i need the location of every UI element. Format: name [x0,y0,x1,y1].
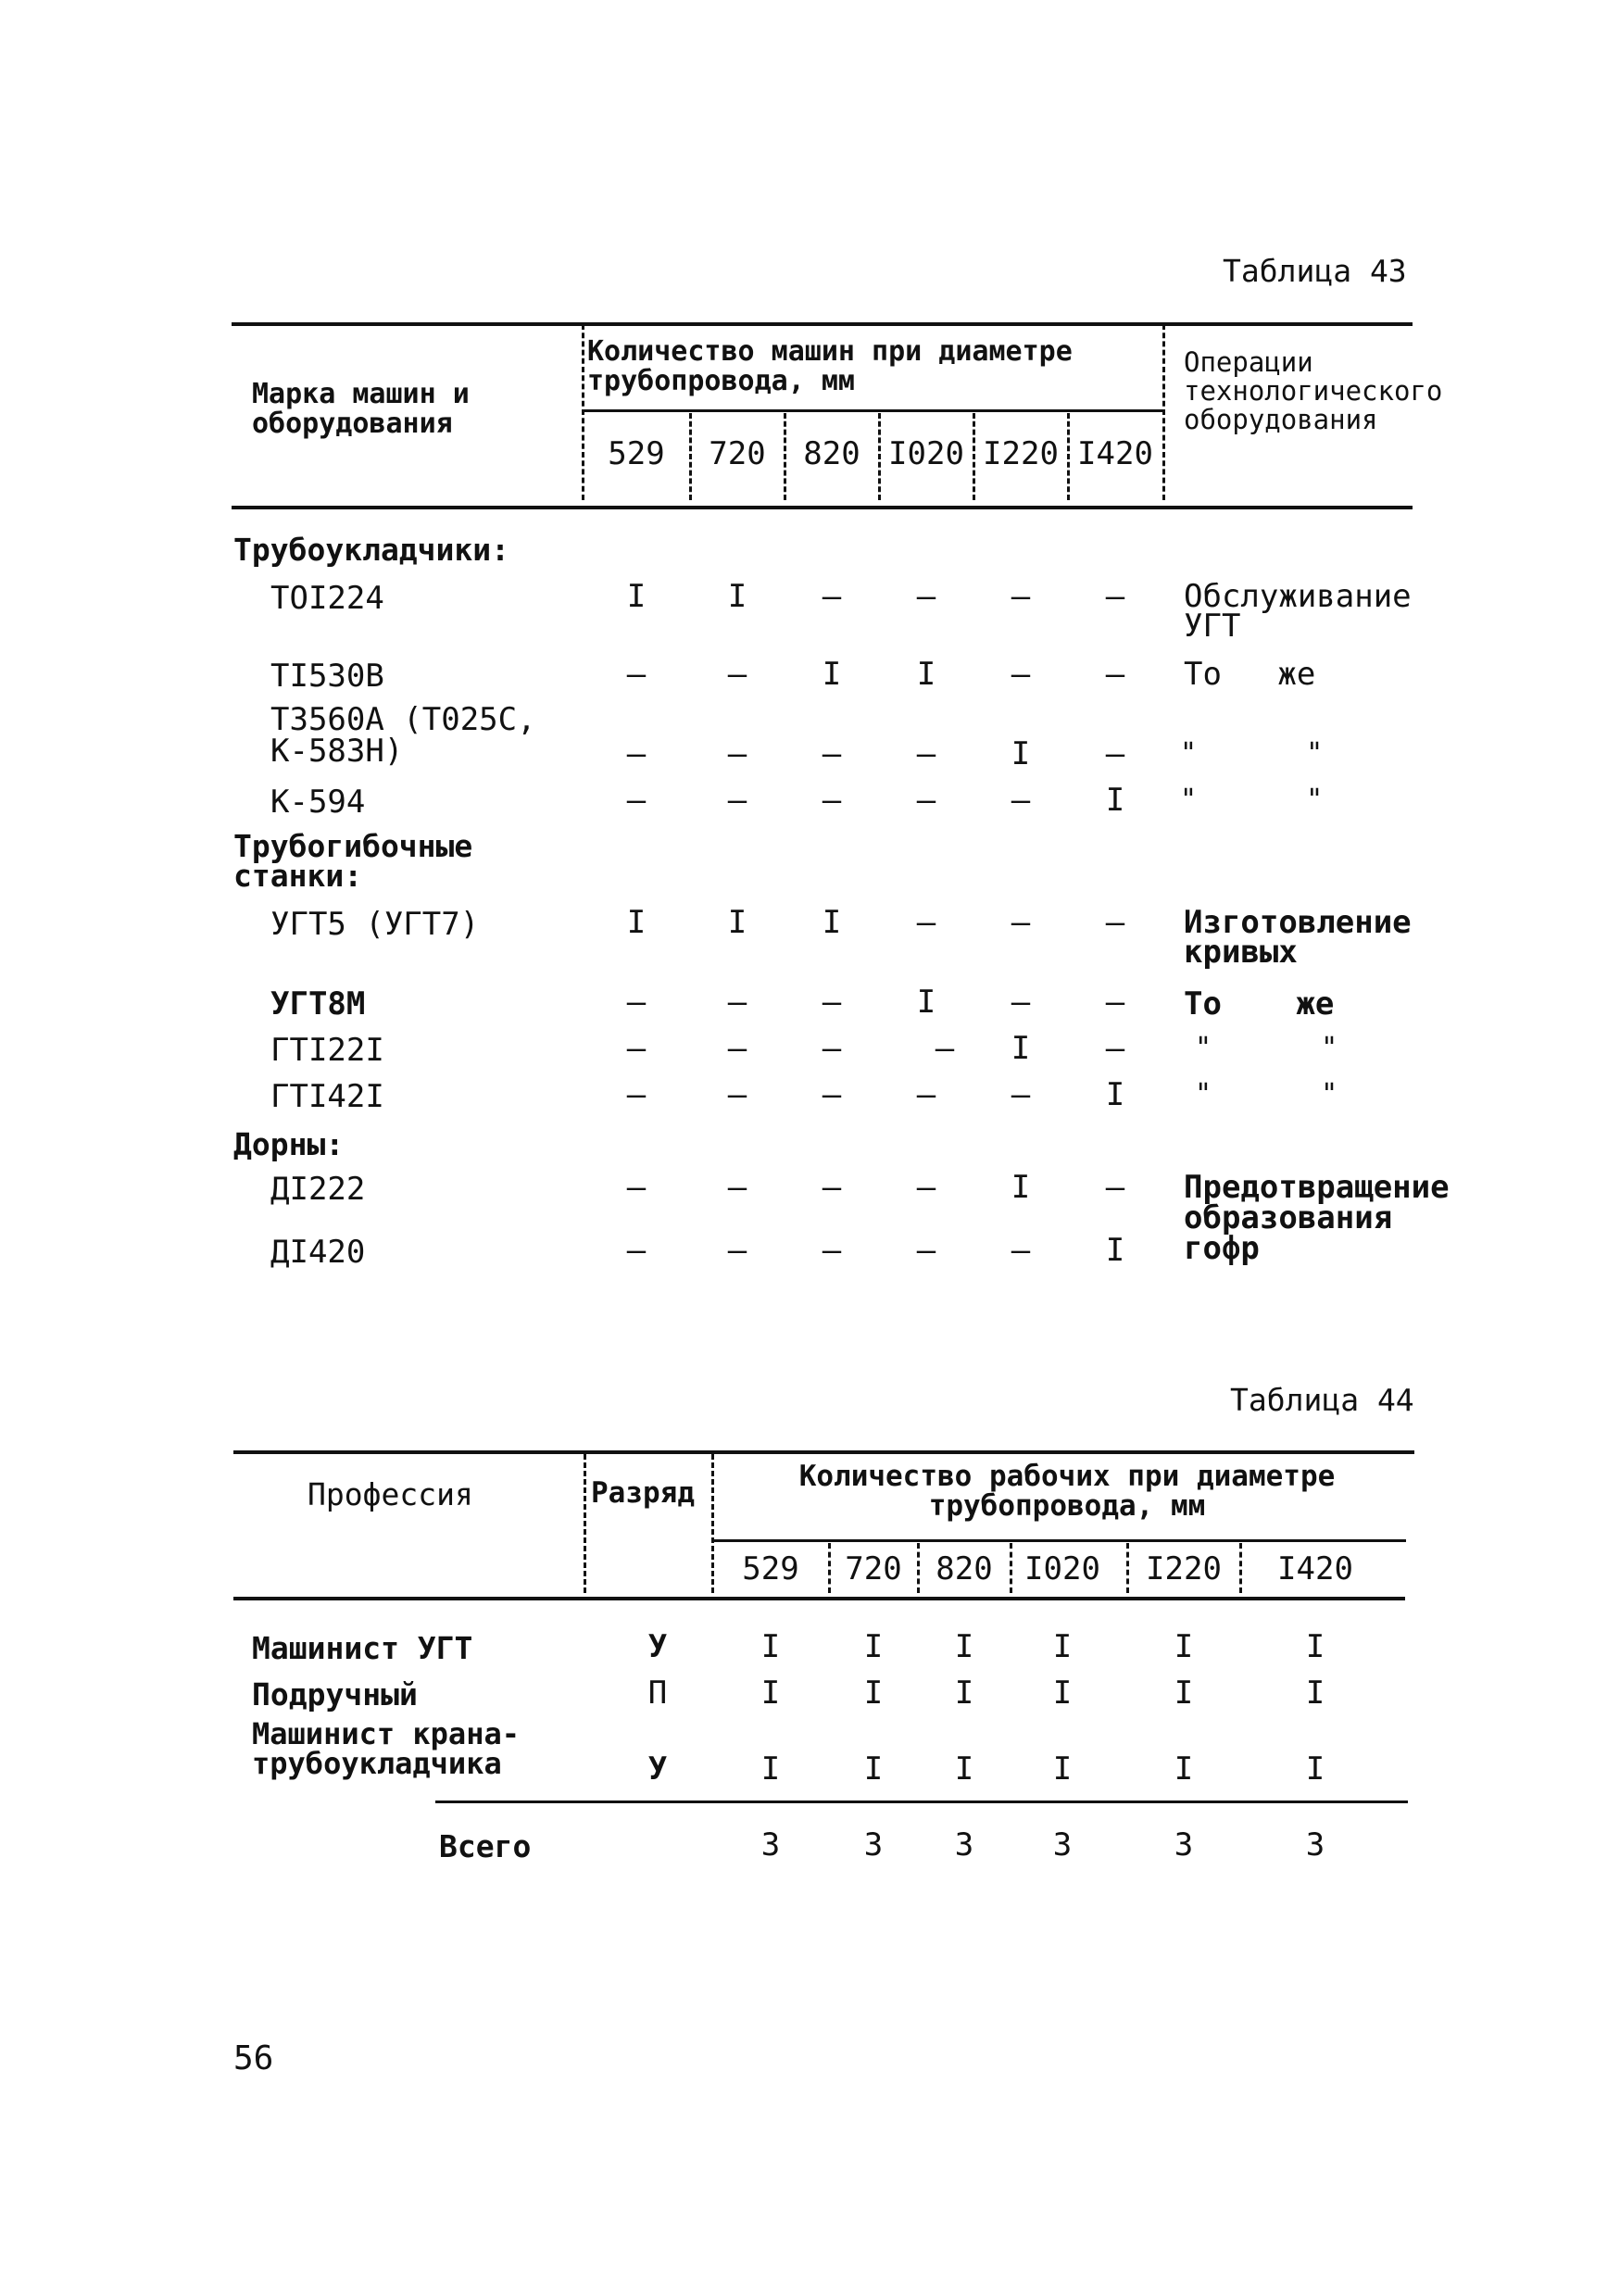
table-43-cell: – [1011,782,1031,819]
table-43-row-name: УГТ5 (УГТ7) [270,906,480,943]
table-44-grade: У [647,1628,668,1665]
table-44-total: 3 [1174,1826,1194,1863]
table-43-row-name: ДI222 [270,1171,366,1208]
table-43-header-bottom-rule [232,506,1413,509]
table-44-cell: I [1052,1628,1073,1665]
table-43-cell: I [1105,1076,1125,1113]
table-43-row-name: TOI224 [270,580,384,617]
table-43-operation: " " [1180,784,1324,816]
table-43-operation: То же [1184,985,1335,1023]
table-43-diameter: 529 [608,435,665,472]
table-44-cell: I [760,1750,781,1788]
table-43-cell: – [1105,578,1125,615]
table-43-cell: – [822,735,842,772]
table-43-diameter: I220 [983,435,1059,472]
table-44-total: 3 [1305,1826,1325,1863]
table-43-row-name: К-594 [270,784,366,821]
table-43-cell: – [727,1076,747,1113]
table-44-diameter: I020 [1024,1550,1100,1587]
table-43-cell: – [1105,735,1125,772]
table-43-cell: – [727,735,747,772]
table-43-row-name: УГТ8М [270,985,366,1023]
table-43-cell: – [916,1169,936,1206]
table-43-cell: – [727,1169,747,1206]
table-44-row-name: Машинист УГТ [252,1630,473,1666]
table-43-cell: – [626,1076,647,1113]
table-43-cell: I [1105,782,1125,819]
table-43-cell: – [822,1232,842,1269]
table-43-operation: " " [1195,1078,1338,1110]
table-43-cell: – [1105,1030,1125,1067]
table-44-cell: I [1174,1675,1194,1712]
table-43-group-title: Трубоукладчики: [233,532,510,568]
table-43-cell: – [727,1232,747,1269]
table-44-cell: I [863,1750,884,1788]
table-44-diameter: I220 [1146,1550,1222,1587]
table-43-operation: " " [1180,737,1324,770]
table-44-cell: I [954,1750,974,1788]
table-43-cell: – [727,782,747,819]
table-44-cell: I [1174,1750,1194,1788]
table-43-row-name: ГТI42I [270,1078,384,1115]
table-43-row-name: ДI420 [270,1234,366,1271]
table-43-cell: – [822,1169,842,1206]
table-43-divider [582,324,584,500]
table-43-cell: – [1011,1232,1031,1269]
table-44-cell: I [1305,1675,1325,1712]
table-44-cell: I [863,1675,884,1712]
table-43-cell: I [727,578,747,615]
table-43-cell: I [1105,1232,1125,1269]
table-43-cell: – [626,782,647,819]
table-44-header-profession: Профессия [308,1476,473,1512]
table-43-subheader-rule [584,409,1162,412]
table-44-total: 3 [1052,1826,1073,1863]
table-43-cell: – [626,656,647,693]
table-44-diameter: 720 [845,1550,902,1587]
table-43-header-brand: Марка машин и оборудования [252,378,470,440]
table-43-header-ops: Операции технологического оборудования [1184,346,1443,435]
table-43-cell: – [727,984,747,1021]
table-43-top-rule [232,322,1413,326]
table-43-diameter: 720 [709,435,766,472]
table-43-cell: I [626,578,647,615]
table-43-cell: – [916,1076,936,1113]
table-44-cell: I [760,1675,781,1712]
table-43-cell: – [822,984,842,1021]
table-44-row-name: Подручный [252,1676,418,1713]
table-44-header-grade: Разряд [591,1476,695,1510]
table-43-cell: I [1011,1169,1031,1206]
table-43-caption: Таблица 43 [1223,253,1407,289]
table-43-group-title: Трубогибочные станки: [233,828,473,894]
table-43-operation: Предотвращение образования гофр [1184,1169,1450,1267]
table-43-cell: – [1011,1076,1031,1113]
table-44-diameter: 820 [936,1550,993,1587]
table-43-cell: – [916,578,936,615]
table-44-cell: I [1305,1628,1325,1665]
table-43-cell: – [1105,984,1125,1021]
table-43-cell: – [1011,904,1031,941]
table-43-cell: – [822,1030,842,1067]
table-44-grade: П [647,1675,668,1712]
table-43-cell: I [727,904,747,941]
table-44-caption: Таблица 44 [1230,1382,1414,1418]
table-43-cell: I [916,984,936,1021]
table-43-cell: – [626,1169,647,1206]
table-43-row-name: Т3560А (Т025С, К-583Н) [270,701,536,770]
table-43-cell: – [1105,904,1125,941]
table-43-cell: I [1011,735,1031,772]
table-43-cell: – [727,1030,747,1067]
table-44-row-name: Машинист крана-трубоукладчика [252,1716,520,1781]
table-43-cell: – [1105,1169,1125,1206]
table-43-cell: – [626,1232,647,1269]
table-43-header-count: Количество машин при диаметре трубопровода, мм [587,335,1073,397]
table-43-cell: – [916,904,936,941]
table-43-cell: I [822,904,842,941]
table-44-subheader-rule [713,1539,1406,1542]
table-43-row-name: TI530B [270,658,384,695]
table-44-cell: I [760,1628,781,1665]
table-44-total: 3 [954,1826,974,1863]
table-43-cell: – [916,782,936,819]
table-43-cell: – [822,1076,842,1113]
table-43-operation: То же [1184,656,1316,693]
table-43-diameter: I020 [888,435,964,472]
table-43-cell: – [727,656,747,693]
table-44-header-count: Количество рабочих при диаметре трубопровода, мм [798,1460,1336,1523]
table-43-cell: I [1011,1030,1031,1067]
table-44-cell: I [954,1675,974,1712]
table-44-total-label: Всего [439,1828,532,1864]
table-43-cell: – [916,1232,936,1269]
table-43-cell: I [822,656,842,693]
table-44-divider [584,1454,586,1593]
table-43-cell: – [626,1030,647,1067]
table-43-cell: – [822,782,842,819]
table-43-operation: " " [1195,1032,1338,1064]
table-44-cell: I [954,1628,974,1665]
table-43-cell: – [626,735,647,772]
table-44-grade: У [647,1750,668,1788]
table-44-total: 3 [863,1826,884,1863]
table-44-cell: I [863,1628,884,1665]
table-44-cell: I [1052,1750,1073,1788]
table-44-total-rule [435,1800,1408,1803]
table-44-cell: I [1174,1628,1194,1665]
page-number: 56 [233,2039,274,2077]
table-43-cell: – [916,735,936,772]
table-44-total: 3 [760,1826,781,1863]
table-43-diameter: I420 [1077,435,1153,472]
table-43-cell: – [935,1030,955,1067]
table-43-cell: – [626,984,647,1021]
table-43-cell: – [1011,578,1031,615]
table-44-diameter: 529 [742,1550,799,1587]
table-44-top-rule [233,1450,1414,1454]
table-43-row-name: ГТI22I [270,1032,384,1069]
table-43-divider [1162,324,1165,500]
table-43-cell: – [1011,984,1031,1021]
table-44-header-bottom-rule [233,1597,1405,1600]
table-43-cell: – [1011,656,1031,693]
table-44-diameter: I420 [1277,1550,1353,1587]
table-43-cell: I [626,904,647,941]
table-43-group-title: Дорны: [233,1126,345,1162]
table-43-diameter: 820 [803,435,860,472]
table-43-cell: – [1105,656,1125,693]
table-44-cell: I [1305,1750,1325,1788]
table-44-cell: I [1052,1675,1073,1712]
table-43-operation: Обслуживание УГТ [1184,578,1412,645]
table-43-operation: Изготовление кривых [1184,904,1412,971]
table-43-cell: I [916,656,936,693]
table-43-cell: – [822,578,842,615]
